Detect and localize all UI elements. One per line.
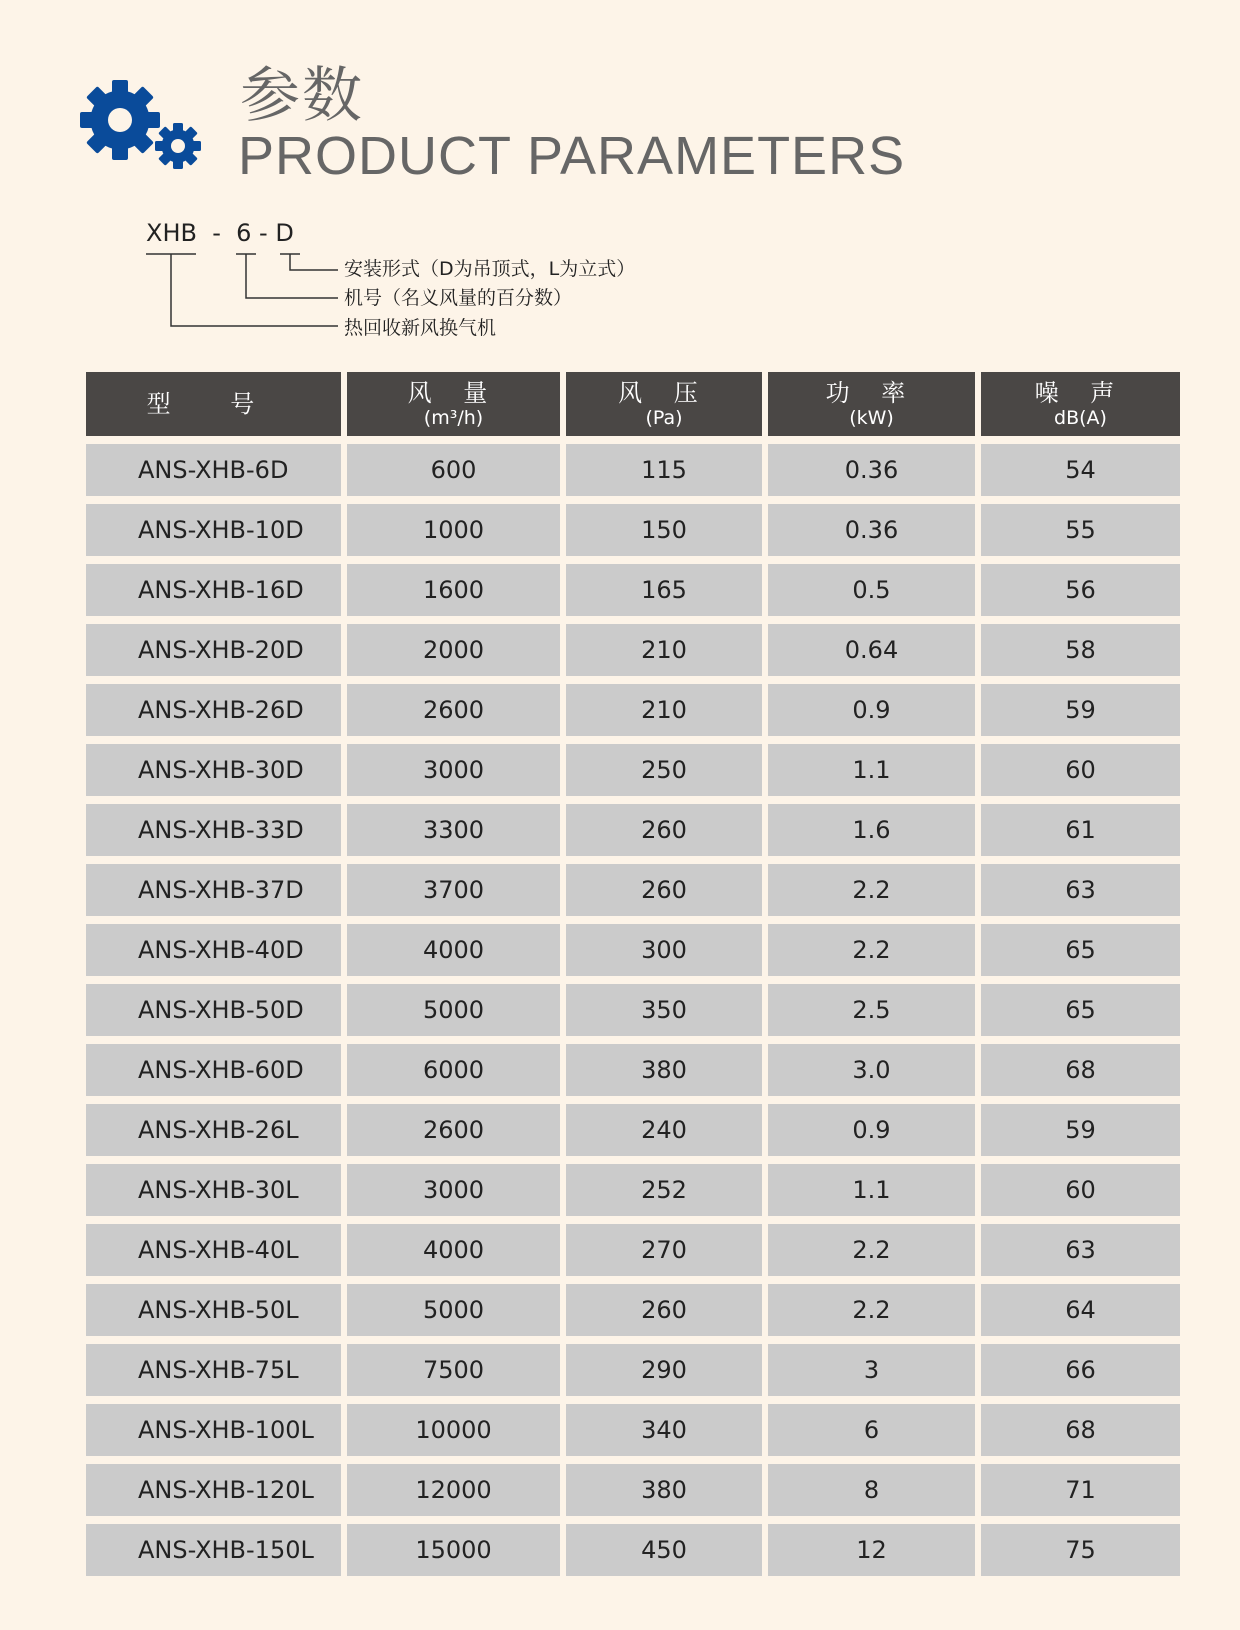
- cell-model: ANS-XHB-10D: [86, 504, 341, 556]
- cell-pressure: 380: [566, 1044, 762, 1096]
- cell-model: ANS-XHB-26L: [86, 1104, 341, 1156]
- cell-airflow: 3300: [347, 804, 560, 856]
- cell-noise: 75: [981, 1524, 1180, 1576]
- cell-model: ANS-XHB-37D: [86, 864, 341, 916]
- cell-noise: 68: [981, 1044, 1180, 1096]
- cell-pressure: 290: [566, 1344, 762, 1396]
- cell-airflow: 4000: [347, 924, 560, 976]
- table-row: [86, 1344, 1180, 1396]
- cell-model: ANS-XHB-50L: [86, 1284, 341, 1336]
- cell-airflow: 1600: [347, 564, 560, 616]
- cell-power: 2.2: [768, 1224, 975, 1276]
- cell-noise: 60: [981, 744, 1180, 796]
- cell-airflow: 15000: [347, 1524, 560, 1576]
- cell-noise: 61: [981, 804, 1180, 856]
- cell-model: ANS-XHB-120L: [86, 1464, 341, 1516]
- cell-model: ANS-XHB-30L: [86, 1164, 341, 1216]
- table-row: [86, 1524, 1180, 1576]
- cell-model: ANS-XHB-6D: [86, 444, 341, 496]
- column-header-unit: (kW): [849, 407, 894, 429]
- cell-noise: 65: [981, 984, 1180, 1036]
- cell-noise: 63: [981, 1224, 1180, 1276]
- cell-model: ANS-XHB-150L: [86, 1524, 341, 1576]
- cell-airflow: 1000: [347, 504, 560, 556]
- cell-pressure: 260: [566, 804, 762, 856]
- cell-noise: 63: [981, 864, 1180, 916]
- cell-model: ANS-XHB-30D: [86, 744, 341, 796]
- column-header-noise: [981, 372, 1180, 436]
- cell-noise: 65: [981, 924, 1180, 976]
- cell-model: ANS-XHB-33D: [86, 804, 341, 856]
- cell-pressure: 260: [566, 864, 762, 916]
- cell-model: ANS-XHB-40D: [86, 924, 341, 976]
- cell-model: ANS-XHB-40L: [86, 1224, 341, 1276]
- table-row: [86, 504, 1180, 556]
- cell-pressure: 252: [566, 1164, 762, 1216]
- cell-power: 1.1: [768, 744, 975, 796]
- cell-model: ANS-XHB-16D: [86, 564, 341, 616]
- legend-product-name: 热回收新风换气机: [344, 317, 497, 339]
- cell-pressure: 270: [566, 1224, 762, 1276]
- cell-airflow: 2000: [347, 624, 560, 676]
- column-header-power: [768, 372, 975, 436]
- cell-pressure: 115: [566, 444, 762, 496]
- table-body: [86, 444, 1180, 1576]
- cell-pressure: 300: [566, 924, 762, 976]
- table-row: [86, 564, 1180, 616]
- table-row: [86, 1224, 1180, 1276]
- cell-noise: 71: [981, 1464, 1180, 1516]
- cell-model: ANS-XHB-26D: [86, 684, 341, 736]
- cell-power: 1.1: [768, 1164, 975, 1216]
- table-row: [86, 624, 1180, 676]
- legend-install-type: 安装形式（D为吊顶式，L为立式）: [344, 258, 636, 280]
- cell-model: ANS-XHB-20D: [86, 624, 341, 676]
- column-header-airflow: [347, 372, 560, 436]
- table-row: [86, 804, 1180, 856]
- page-title-en: PRODUCT PARAMETERS: [238, 126, 906, 186]
- cell-power: 0.5: [768, 564, 975, 616]
- column-header-label: 型 号: [146, 390, 281, 418]
- cell-power: 0.9: [768, 1104, 975, 1156]
- legend-machine-number: 机号（名义风量的百分数）: [344, 287, 573, 309]
- cell-pressure: 210: [566, 624, 762, 676]
- cell-power: 0.36: [768, 444, 975, 496]
- table-row: [86, 444, 1180, 496]
- table-row: [86, 1464, 1180, 1516]
- cell-model: ANS-XHB-60D: [86, 1044, 341, 1096]
- cell-power: 2.2: [768, 864, 975, 916]
- table-row: [86, 1284, 1180, 1336]
- cell-airflow: 12000: [347, 1464, 560, 1516]
- table-row: [86, 1164, 1180, 1216]
- cell-power: 12: [768, 1524, 975, 1576]
- cell-power: 0.64: [768, 624, 975, 676]
- cell-noise: 66: [981, 1344, 1180, 1396]
- column-header-unit: (m³/h): [423, 407, 484, 429]
- table-row: [86, 744, 1180, 796]
- cell-model: ANS-XHB-50D: [86, 984, 341, 1036]
- cell-model: ANS-XHB-100L: [86, 1404, 341, 1456]
- cell-airflow: 3000: [347, 1164, 560, 1216]
- cell-airflow: 7500: [347, 1344, 560, 1396]
- cell-pressure: 340: [566, 1404, 762, 1456]
- cell-airflow: 5000: [347, 984, 560, 1036]
- cell-airflow: 4000: [347, 1224, 560, 1276]
- table-row: [86, 924, 1180, 976]
- column-header-label: 噪 声: [1034, 379, 1127, 407]
- cell-airflow: 2600: [347, 1104, 560, 1156]
- cell-noise: 54: [981, 444, 1180, 496]
- page-title-cn: 参数: [240, 61, 364, 131]
- table-row: [86, 1044, 1180, 1096]
- cell-pressure: 260: [566, 1284, 762, 1336]
- cell-noise: 56: [981, 564, 1180, 616]
- cell-power: 6: [768, 1404, 975, 1456]
- cell-power: 3: [768, 1344, 975, 1396]
- cell-power: 3.0: [768, 1044, 975, 1096]
- column-header-model: [86, 372, 341, 436]
- table-header-row: [86, 372, 1180, 436]
- cell-airflow: 6000: [347, 1044, 560, 1096]
- table-row: [86, 1104, 1180, 1156]
- cell-power: 2.5: [768, 984, 975, 1036]
- cell-airflow: 10000: [347, 1404, 560, 1456]
- column-header-pressure: [566, 372, 762, 436]
- cell-power: 2.2: [768, 1284, 975, 1336]
- column-header-unit: dB(A): [1054, 407, 1107, 429]
- cell-pressure: 165: [566, 564, 762, 616]
- cell-airflow: 2600: [347, 684, 560, 736]
- cell-pressure: 150: [566, 504, 762, 556]
- cell-airflow: 3000: [347, 744, 560, 796]
- cell-pressure: 380: [566, 1464, 762, 1516]
- table-row: [86, 1404, 1180, 1456]
- table-row: [86, 684, 1180, 736]
- column-header-label: 风 压: [618, 379, 710, 407]
- cell-power: 1.6: [768, 804, 975, 856]
- cell-pressure: 240: [566, 1104, 762, 1156]
- cell-noise: 59: [981, 684, 1180, 736]
- parameters-table: [80, 364, 1186, 1584]
- cell-power: 2.2: [768, 924, 975, 976]
- cell-noise: 68: [981, 1404, 1180, 1456]
- cell-power: 0.36: [768, 504, 975, 556]
- cell-pressure: 250: [566, 744, 762, 796]
- column-header-unit: (Pa): [645, 407, 683, 429]
- cell-airflow: 3700: [347, 864, 560, 916]
- cell-noise: 55: [981, 504, 1180, 556]
- cell-noise: 58: [981, 624, 1180, 676]
- column-header-label: 风 量: [407, 379, 500, 407]
- cell-pressure: 350: [566, 984, 762, 1036]
- cell-pressure: 450: [566, 1524, 762, 1576]
- cell-airflow: 5000: [347, 1284, 560, 1336]
- cell-pressure: 210: [566, 684, 762, 736]
- cell-airflow: 600: [347, 444, 560, 496]
- cell-power: 8: [768, 1464, 975, 1516]
- cell-noise: 60: [981, 1164, 1180, 1216]
- cell-noise: 64: [981, 1284, 1180, 1336]
- cell-noise: 59: [981, 1104, 1180, 1156]
- cell-model: ANS-XHB-75L: [86, 1344, 341, 1396]
- cell-power: 0.9: [768, 684, 975, 736]
- column-header-label: 功 率: [825, 379, 918, 407]
- model-code: XHB - 6 - D: [146, 219, 294, 247]
- table-row: [86, 864, 1180, 916]
- table-row: [86, 984, 1180, 1036]
